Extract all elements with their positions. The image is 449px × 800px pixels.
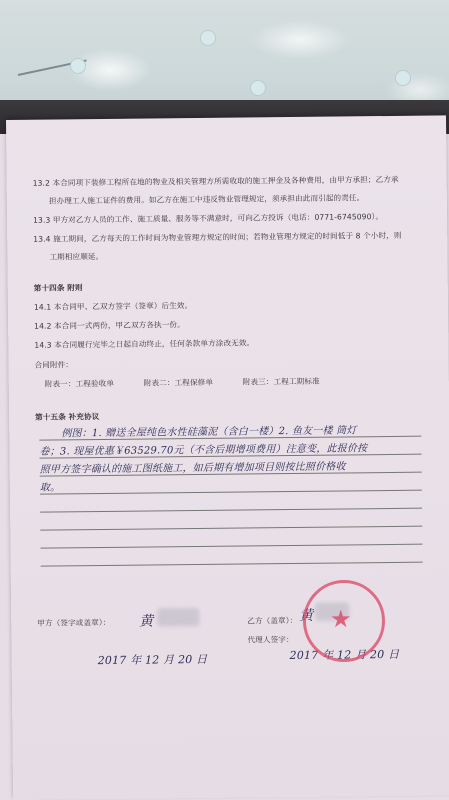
attachment-1: 附表一：工程验收单 <box>44 378 115 389</box>
handwritten-line-3: 照甲方签字确认的施工图纸施工，如后期有增加项目则按比照价格收 <box>39 461 346 476</box>
seal-lettering: ⌒ <box>310 592 322 605</box>
clause-14-1: 14.1 本合同甲、乙双方签字（签章）后生效。 <box>33 301 193 312</box>
flower-decoration <box>250 80 266 96</box>
party-a-date: 2017 年 12 月 20 日 <box>97 652 208 668</box>
attachment-2: 附表二：工程保修单 <box>143 377 214 388</box>
party-b-label: 乙方（盖章）： <box>247 615 298 626</box>
section-15-title: 第十五条 补充协议 <box>35 412 100 422</box>
clause-13-2-line1: 13.2 本合同项下装修工程所在地的物业及相关管理方所需收取的施工押金及各种费用，由甲方承担；乙方承 <box>32 174 399 188</box>
seal-star-icon: ★ <box>330 605 352 633</box>
clause-14-3: 14.3 本合同履行完毕之日起自动终止，任何条款单方涂改无效。 <box>34 338 255 350</box>
handwritten-line-2: 卷；3. 现屋优惠￥63529.70元（不含后期增项费用）注意变，此报价按 <box>39 443 368 458</box>
clause-13-3: 13.3 甲方对乙方人员的工作、施工质量、服务等不满意时，可向乙方投诉（电话：0771-6745090）。 <box>33 212 384 225</box>
flower-decoration <box>200 30 216 46</box>
clause-13-4-line1: 13.4 施工期间，乙方每天的工作时间为物业管理方规定的时间；若物业管理方规定的时间低于 8 个小时，则 <box>33 230 402 244</box>
clause-13-2-line2: 担办理工人施工证件的费用。如乙方在施工中违反物业管理规定，须承担由此而引起的责任。 <box>48 193 365 206</box>
flower-decoration <box>70 58 86 74</box>
attachment-3: 附表三：工程工期标准 <box>242 376 320 387</box>
party-b-date: 2017 年 12 月 20 日 <box>289 647 400 663</box>
agent-label: 代理人签字： <box>247 635 294 645</box>
write-line <box>41 562 423 567</box>
company-seal <box>303 580 385 662</box>
party-a-label: 甲方（签字或盖章）： <box>37 617 111 628</box>
section-14-title: 第十四条 附则 <box>33 283 83 293</box>
handwritten-line-1: 例图：1. 赠送全屋纯色水性硅藻泥（含白一楼）2. 鱼友一楼 筒灯 <box>61 425 357 440</box>
attachments-label: 合同附件： <box>34 360 74 370</box>
write-line <box>40 526 422 531</box>
contract-page <box>6 115 449 800</box>
party-b-signature: 黄 <box>299 607 314 624</box>
clause-13-4-line2: 工期相应顺延。 <box>49 251 104 262</box>
redacted-signature <box>157 608 199 626</box>
write-line <box>40 490 422 495</box>
party-a-signature: 黄 <box>139 613 154 630</box>
flower-decoration <box>395 70 411 86</box>
handwritten-line-4: 取。 <box>39 482 61 494</box>
write-line <box>40 508 422 513</box>
clause-14-2: 14.2 本合同一式两份，甲乙双方各执一份。 <box>34 320 185 331</box>
write-line <box>40 544 422 549</box>
